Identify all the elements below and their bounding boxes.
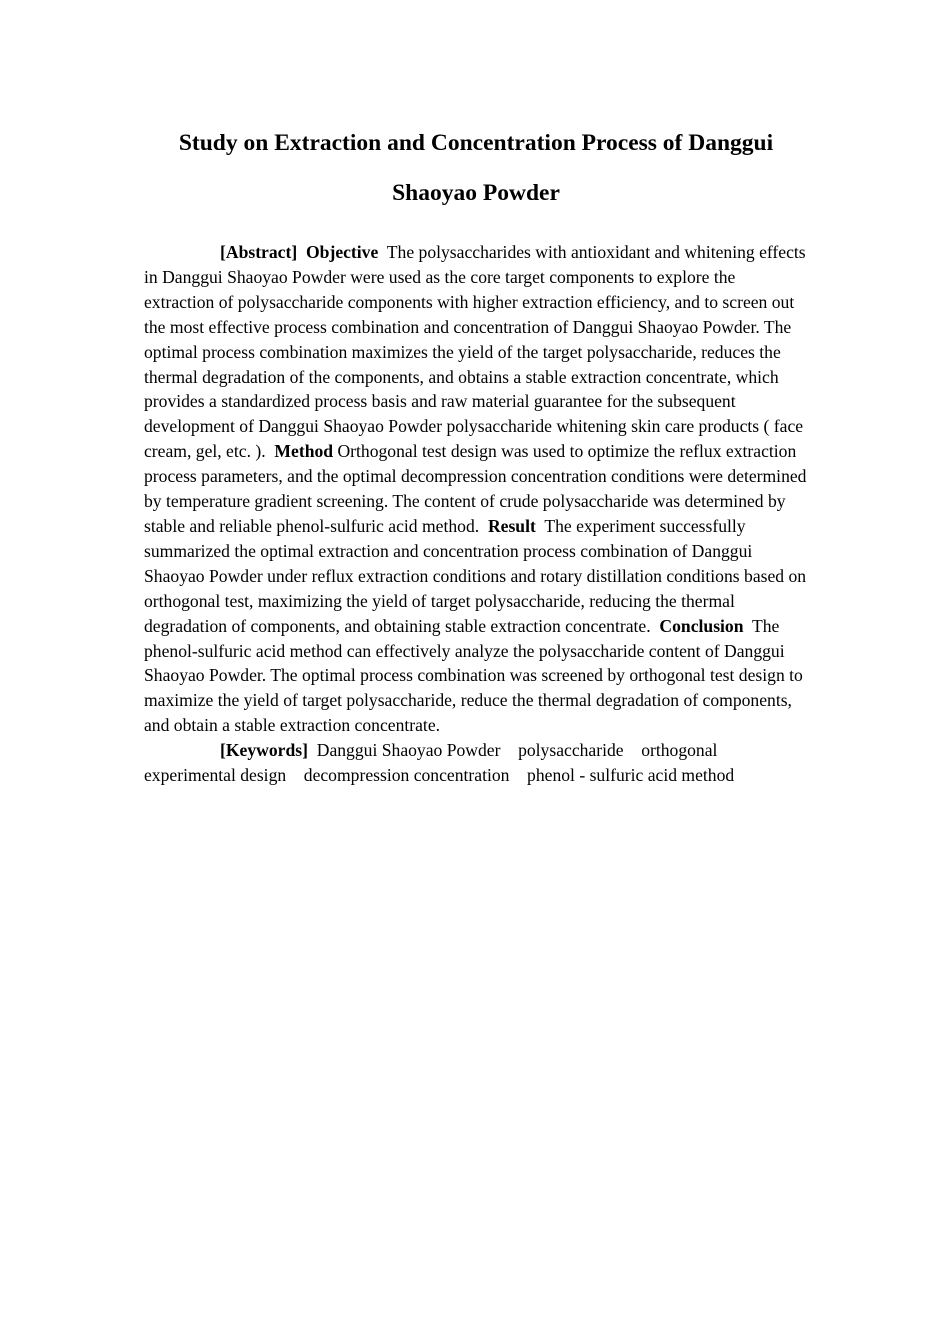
- keyword-item: orthogonal experimental design: [144, 740, 718, 786]
- objective-text: The polysaccharides with antioxidant and whitening effects in Danggui Shaoyao Powder were used as the core target components to explore the extraction of polysaccharide components with higher extraction efficiency, and to screen out the most effective process combination and concentration of Danggui Shaoyao Powder. The optimal process combination maximizes the yield of the target polysaccharide, reduces the thermal degradation of the components, and obtains a stable extraction concentrate, which provides a standardized process basis and raw material guarantee for the subsequent development of Danggui Shaoyao Powder polysaccharide whitening skin care products ( face cream, gel, etc. ).: [144, 242, 806, 462]
- keywords-label: [Keywords]: [220, 740, 308, 761]
- method-label: Method: [274, 441, 334, 462]
- document-page: [144, 118, 808, 788]
- paper-title-line-1: Study on Extraction and Concentration Process of Danggui: [178, 130, 774, 156]
- paper-title: [144, 118, 808, 218]
- keyword-item: polysaccharide: [518, 740, 624, 761]
- conclusion-text: The phenol-sulfuric acid method can effectively analyze the polysaccharide content of Danggui Shaoyao Powder. The optimal process combination was screened by orthogonal test design to maximize the yield of target polysaccharide, reduce the thermal degradation of components, and obtain a stable extraction concentrate.: [144, 615, 803, 736]
- method-text: Orthogonal test design was used to optimize the reflux extraction process parameters, and the optimal decompression concentration conditions were determined by temperature gradient screening. The content of crude polysaccharide was determined by stable and reliable phenol-sulfuric acid method.: [144, 441, 807, 536]
- keyword-item: decompression concentration: [303, 765, 510, 786]
- paper-title-line-2: Shaoyao Powder: [392, 180, 560, 206]
- result-label: Result: [487, 515, 536, 536]
- abstract-label: [Abstract]: [220, 242, 298, 262]
- result-text: The experiment successfully summarized the optimal extraction and concentration process combination of Danggui Shaoyao Powder under reflux extraction conditions and rotary distillation conditions based on orthogonal test, maximizing the yield of target polysaccharide, reducing the thermal degradation of components, and obtaining stable extraction concentrate.: [144, 515, 807, 636]
- abstract-paragraph: [144, 240, 808, 738]
- conclusion-label: Conclusion: [659, 615, 744, 636]
- keyword-item: Danggui Shaoyao Powder: [316, 740, 501, 761]
- keywords-paragraph: [144, 738, 808, 788]
- objective-label: Objective: [305, 242, 379, 262]
- keyword-item: phenol - sulfuric acid method: [527, 765, 735, 786]
